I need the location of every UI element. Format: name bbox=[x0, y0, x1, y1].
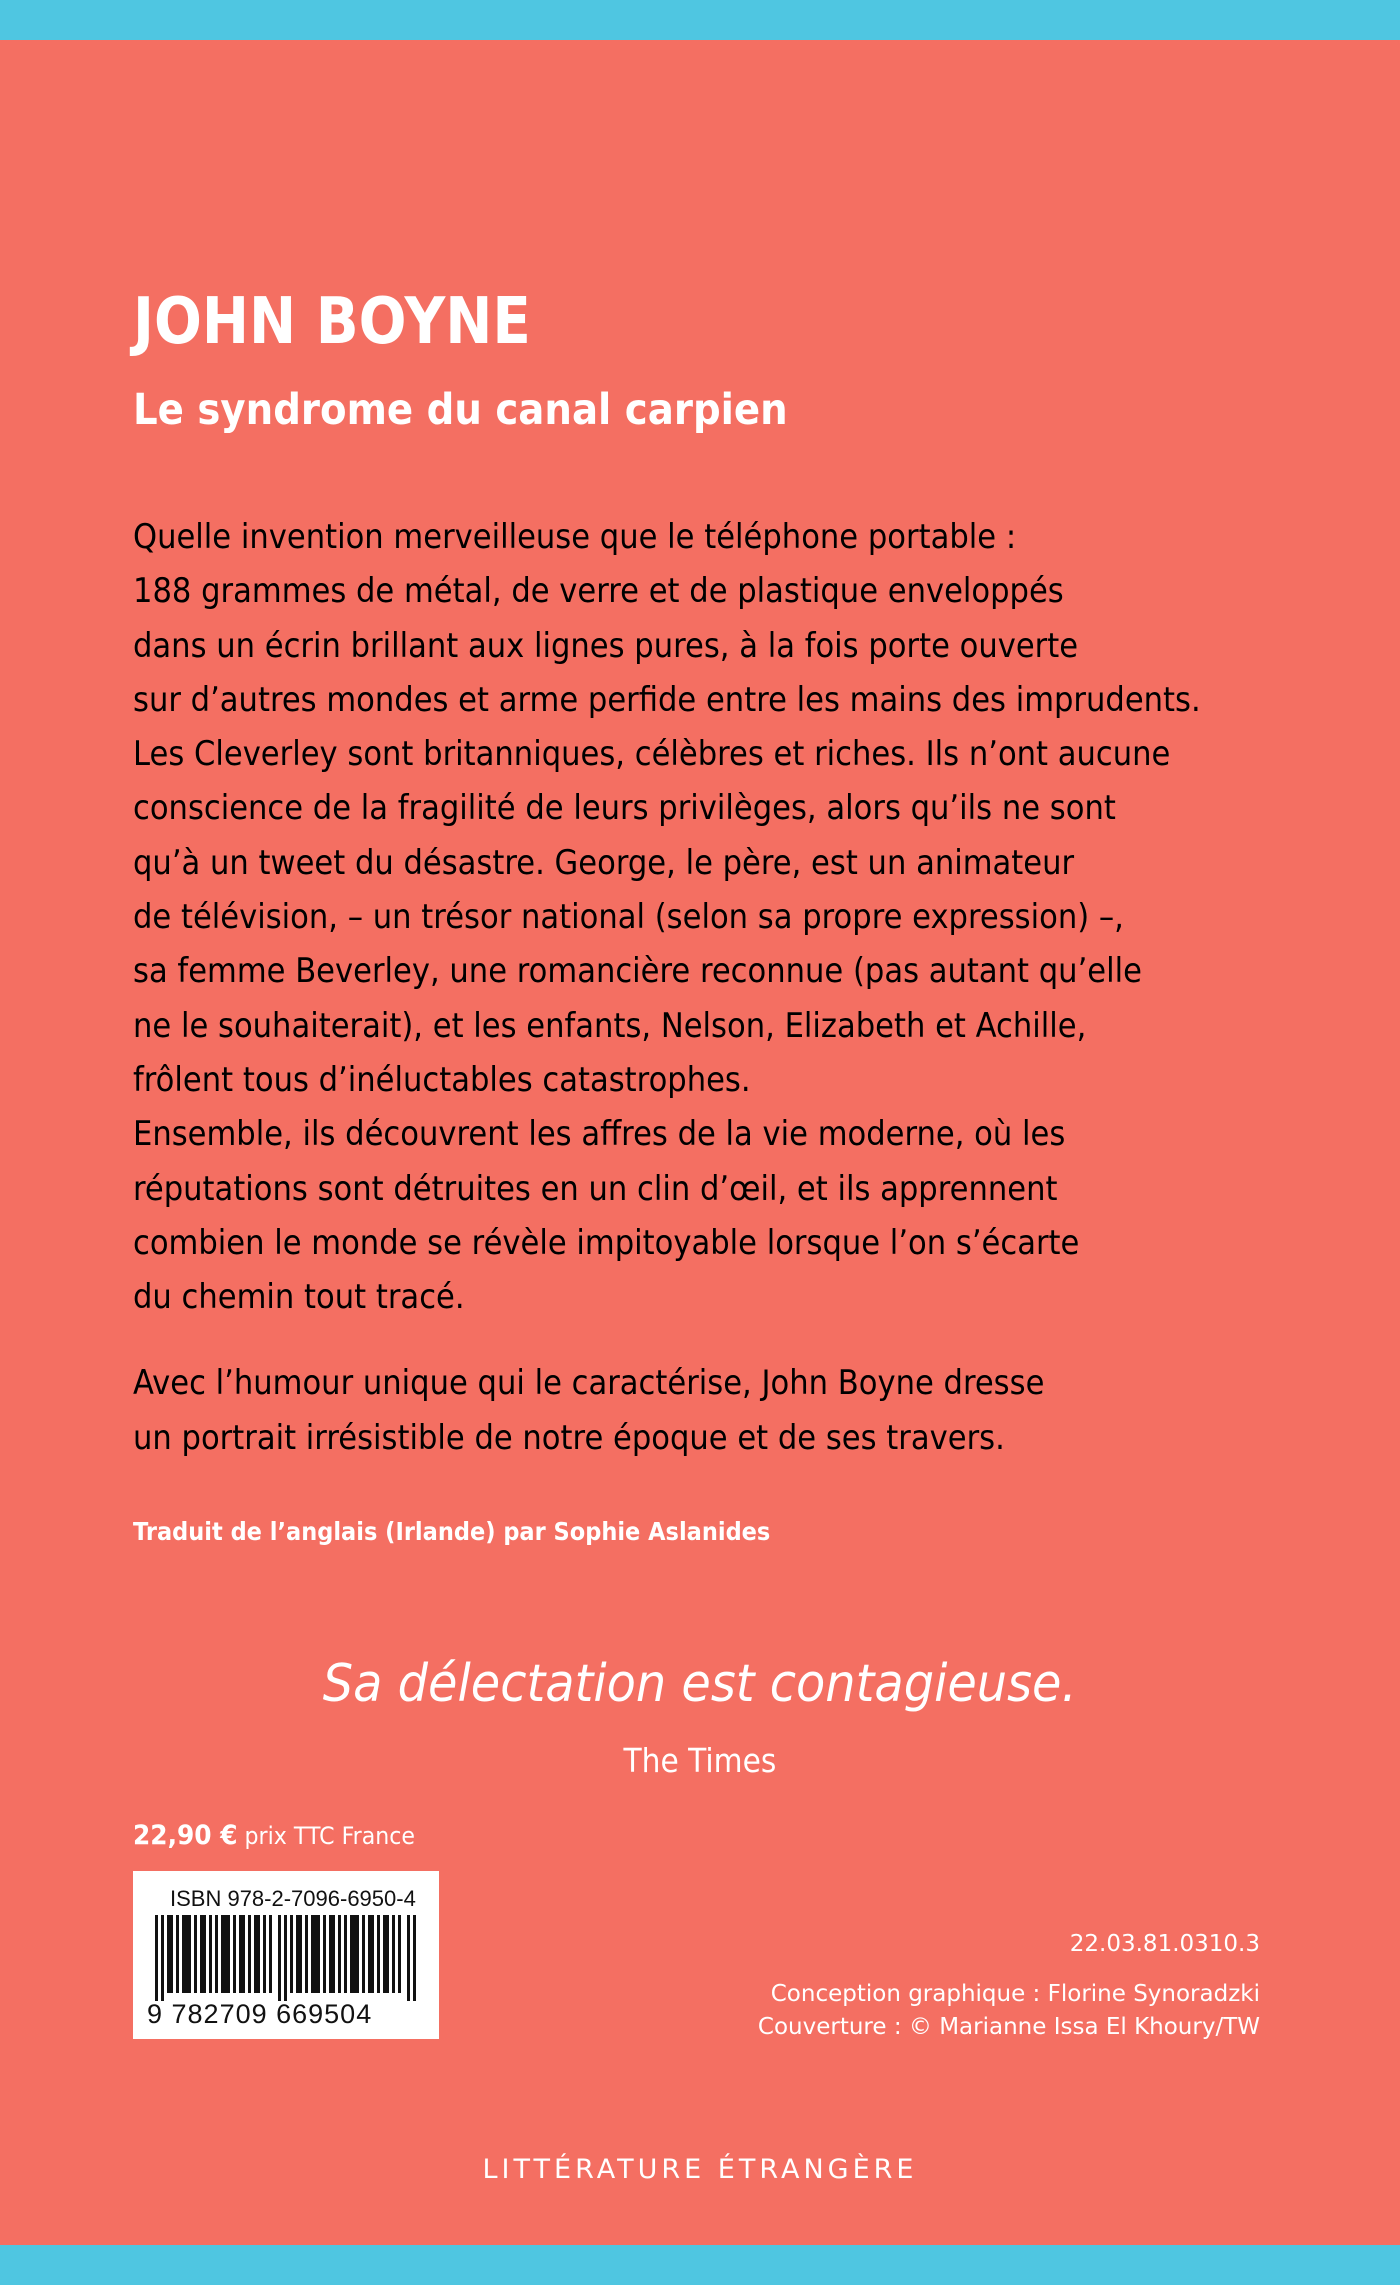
review-source-text: The Times bbox=[623, 1741, 777, 1780]
synopsis-line: ne le souhaiterait), et les enfants, Nelson, Elizabeth et Achille, bbox=[133, 1005, 1087, 1046]
review-source bbox=[0, 1736, 1400, 1786]
synopsis-line: dans un écrin brillant aux lignes pures, à la fois porte ouverte bbox=[133, 625, 1079, 666]
cover-credit: Couverture : © Marianne Issa El Khoury/TW bbox=[757, 2014, 1260, 2040]
price-label: prix TTC France bbox=[244, 1822, 416, 1850]
translator-credit: Traduit de l’anglais (Irlande) par Sophie Aslanides bbox=[133, 1517, 771, 1546]
price-amount: 22,90 € bbox=[133, 1820, 238, 1851]
synopsis-line: du chemin tout tracé. bbox=[133, 1277, 465, 1318]
reference-code: 22.03.81.0310.3 bbox=[1069, 1931, 1260, 1957]
collection-name: LITTÉRATURE ÉTRANGÈRE bbox=[482, 2154, 918, 2185]
barcode-box bbox=[133, 1871, 439, 2039]
synopsis-line: qu’à un tweet du désastre. George, le père, est un animateur bbox=[133, 842, 1075, 883]
credits bbox=[758, 1978, 1260, 2044]
synopsis-line: frôlent tous d’inéluctables catastrophes. bbox=[133, 1059, 751, 1100]
synopsis-line: réputations sont détruites en un clin d’œil, et ils apprennent bbox=[133, 1168, 1058, 1209]
review-quote-text: Sa délectation est contagieuse. bbox=[323, 1654, 1077, 1714]
synopsis bbox=[133, 510, 1303, 1465]
price bbox=[133, 1817, 415, 1855]
synopsis-line: conscience de la fragilité de leurs privilèges, alors qu’ils ne sont bbox=[133, 788, 1116, 829]
synopsis-line: un portrait irrésistible de notre époque et de ses travers. bbox=[133, 1417, 1005, 1458]
synopsis-line: Ensemble, ils découvrent les affres de la vie moderne, où les bbox=[133, 1114, 1066, 1155]
barcode-icon bbox=[155, 1915, 417, 2001]
synopsis-line: combien le monde se révèle impitoyable lorsque l’on s’écarte bbox=[133, 1222, 1080, 1263]
paragraph-gap bbox=[133, 1324, 1303, 1356]
synopsis-line: sur d’autres mondes et arme perfide entre les mains des imprudents. bbox=[133, 679, 1201, 720]
book-title: Le syndrome du canal carpien bbox=[133, 385, 788, 435]
isbn-text: ISBN 978-2-7096-6950-4 bbox=[170, 1886, 416, 1911]
top-stripe bbox=[0, 0, 1400, 40]
synopsis-line: sa femme Beverley, une romancière reconnue (pas autant qu’elle bbox=[133, 951, 1142, 992]
synopsis-line: Avec l’humour unique qui le caractérise, John Boyne dresse bbox=[133, 1363, 1045, 1404]
synopsis-line: Quelle invention merveilleuse que le téléphone portable : bbox=[133, 517, 1017, 557]
synopsis-line: Les Cleverley sont britanniques, célèbres et riches. Ils n’ont aucune bbox=[133, 734, 1171, 775]
barcode-digits: 9 782709 669504 bbox=[147, 1999, 373, 2029]
review-quote bbox=[0, 1644, 1400, 1724]
author-name: JOHN BOYNE bbox=[133, 285, 531, 359]
bottom-stripe bbox=[0, 2245, 1400, 2285]
synopsis-line: de télévision, – un trésor national (selon sa propre expression) –, bbox=[133, 897, 1124, 938]
synopsis-line: 188 grammes de métal, de verre et de plastique enveloppés bbox=[133, 571, 1064, 612]
design-credit: Conception graphique : Florine Synoradzki bbox=[770, 1981, 1260, 2007]
